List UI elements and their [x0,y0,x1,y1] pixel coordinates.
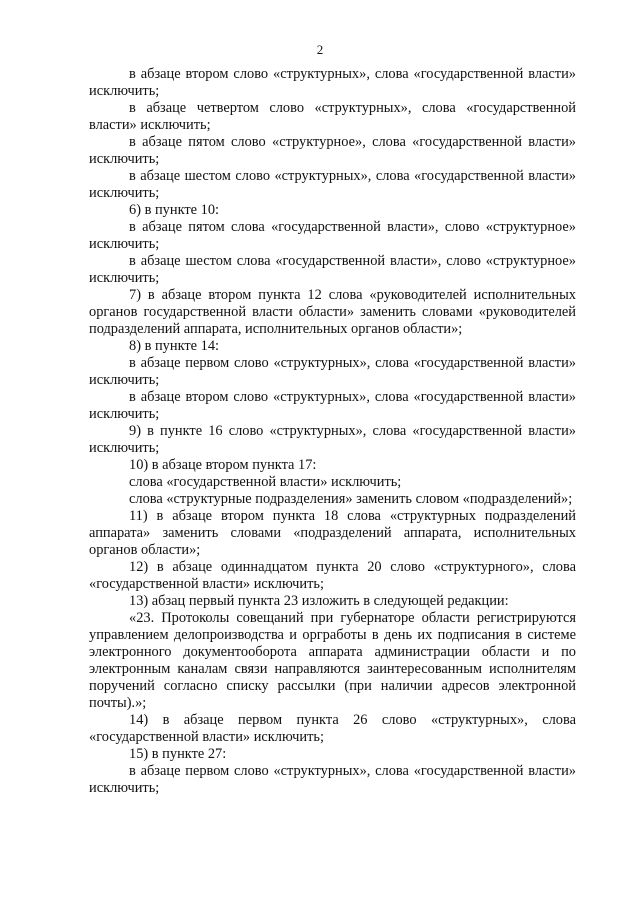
paragraph: в абзаце шестом слова «государственной власти», слово «структурное» исключить; [89,253,576,286]
paragraph: в абзаце первом слово «структурных», слова «государственной власти» исключить; [89,763,576,796]
paragraph: 13) абзац первый пункта 23 изложить в следующей редакции: [129,593,509,609]
paragraph: 15) в пункте 27: [129,746,227,762]
page-number: 2 [316,42,324,57]
paragraph: 7) в абзаце втором пункта 12 слова «руководителей исполнительных органов государственной власти области» заменить словами «руководителей подразделений аппарата, исполнительных органов области»; [89,287,576,337]
paragraph: в абзаце пятом слово «структурное», слова «государственной власти» исключить; [89,134,576,167]
paragraph: в абзаце втором слово «структурных», слова «государственной власти» исключить; [89,66,576,99]
paragraph: в абзаце шестом слово «структурных», слова «государственной власти» исключить; [89,168,576,201]
paragraph: слова «структурные подразделения» заменить словом «подразделений»; [129,491,573,507]
paragraph: «23. Протоколы совещаний при губернаторе области регистрируются управлением делопроизводства и оргработы в день их подписания в системе электронного документооборота аппарата администрации области и по электронным каналам связи направляются заинтересованным исполнителям поручений согласно списку рассылки (при наличии адресов электронной почты).»; [89,610,576,711]
paragraph: 8) в пункте 14: [129,338,220,354]
paragraph: в абзаце первом слово «структурных», слова «государственной власти» исключить; [89,355,576,388]
paragraph: 10) в абзаце втором пункта 17: [129,457,317,473]
paragraph: в абзаце втором слово «структурных», слова «государственной власти» исключить; [89,389,576,422]
paragraph: в абзаце четвертом слово «структурных», слова «государственной власти» исключить; [89,100,576,133]
document-body [89,66,576,797]
paragraph: 11) в абзаце втором пункта 18 слова «структурных подразделений аппарата» заменить словами «подразделений аппарата, исполнительных органов области»; [89,508,576,558]
paragraph: 12) в абзаце одиннадцатом пункта 20 слово «структурного», слова «государственной власти» исключить; [89,559,576,592]
paragraph: 6) в пункте 10: [129,202,220,218]
paragraph: в абзаце пятом слова «государственной власти», слово «структурное» исключить; [89,219,576,252]
paragraph: 9) в пункте 16 слово «структурных», слова «государственной власти» исключить; [89,423,576,456]
paragraph: слова «государственной власти» исключить; [129,474,402,490]
paragraph: 14) в абзаце первом пункта 26 слово «структурных», слова «государственной власти» исключить; [89,712,576,745]
